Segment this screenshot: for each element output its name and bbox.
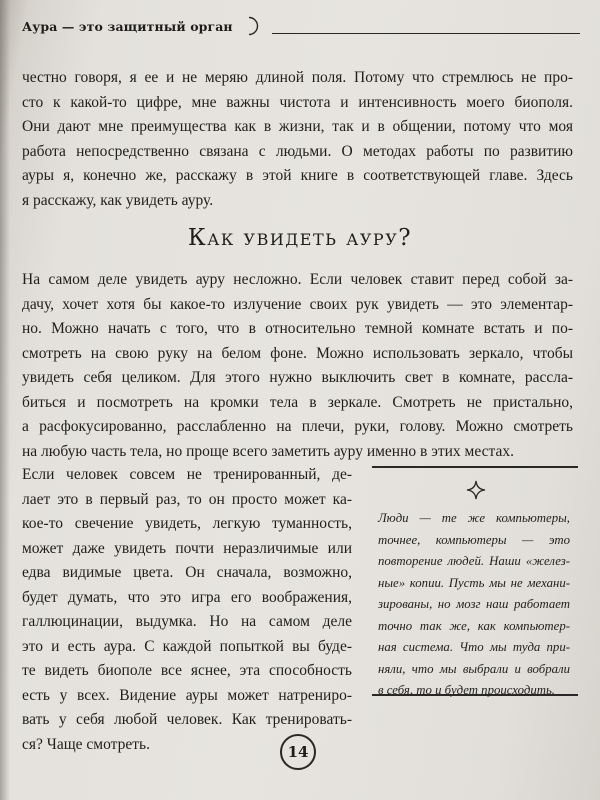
quote-line: Люди — те же компьютеры, <box>378 511 570 525</box>
text-line: но. Можно начать с того, что в относительно темной комнате встать и по- <box>22 320 573 337</box>
intro-paragraph <box>22 66 573 213</box>
quote-text <box>378 508 570 702</box>
quote-line: ная система. Что мы туда при- <box>378 640 570 654</box>
text-line: биться и посмотреть на кромки тела в зеркале. Смотреть не пристально, <box>22 393 573 411</box>
quote-line: точнее, компьютеры — это <box>378 532 570 547</box>
text-line: это и есть аура. С каждой попыткой вы буде- <box>22 637 352 655</box>
text-line: лает это в первый раз, то он просто может ка- <box>22 490 352 508</box>
text-line: работа непосредственно связана с людьми. О методах работы по развитию <box>22 142 573 160</box>
page-number: 14 <box>280 734 316 770</box>
quote-line: ные» копии. Пусть мы не механи- <box>378 575 570 590</box>
text-line: ауры я, конечно же, расскажу в этой книге в соответствующей главе. Здесь <box>22 167 573 184</box>
text-line: а расфокусированно, расслабленно на плечи, руки, голову. Можно смотреть <box>22 418 573 435</box>
text-line: честно говоря, я ее и не меряю длиной поля. Потому что стремлюсь не про- <box>22 69 573 86</box>
text-line: На самом деле увидеть ауру несложно. Если человек ставит перед собой за- <box>22 271 573 288</box>
quote-rule-bottom <box>372 694 578 696</box>
text-line: ся? Чаще смотреть. <box>22 735 150 753</box>
text-line: увидеть себя целиком. Для этого нужно выключить свет в комнате, рассла- <box>22 369 573 386</box>
text-line: я расскажу, как увидеть ауру. <box>22 191 214 209</box>
text-line: будет думать, что это игра его воображения, <box>22 588 352 606</box>
text-line: кое-то свечение увидеть, легкую туманность, <box>22 515 352 532</box>
text-line: Они дают мне преимущества как в жизни, так и в общении, потому что моя <box>22 118 573 135</box>
text-line: вать у себя любой человек. Как тренировать- <box>22 711 352 728</box>
header-rule <box>272 33 580 34</box>
quote-line: зированы, но мозг наш работает <box>378 597 570 611</box>
pull-quote <box>372 466 580 702</box>
quote-line: повторение людей. Наши «желез- <box>378 554 570 568</box>
text-line: есть у всех. Видение ауры может натрениро- <box>22 686 352 704</box>
text-line: смотреть на свою руку на белом фоне. Можно использовать зеркало, чтобы <box>22 344 573 362</box>
text-line: сто к какой-то цифре, мне важны чистота и интенсивность моего биополя. <box>22 93 573 111</box>
text-line: дачу, хочет хотя бы какое-то излучение своих рук увидеть — это элементар- <box>22 295 573 313</box>
text-line: те видеть биополе все яснее, эта способность <box>22 662 352 679</box>
quote-line: точно так же, как компьютер- <box>378 618 570 633</box>
left-column-paragraph <box>22 463 352 757</box>
text-line: Если человек совсем не тренированный, де- <box>22 466 352 483</box>
main-paragraph <box>22 268 573 464</box>
quote-line: в себя, то и будет происходить. <box>378 683 556 697</box>
running-header-title: Аура — это защитный орган <box>22 19 233 34</box>
quote-line: няли, что мы выбрали и вобрали <box>378 661 570 676</box>
page-gutter-shadow <box>0 0 10 800</box>
text-line: на любую часть тела, но проще всего заметить ауру именно в этих местах. <box>22 442 514 460</box>
four-point-star-icon <box>466 480 486 500</box>
text-line: галлюцинации, выдумка. Но на самом деле <box>22 613 352 630</box>
section-heading: Как увидеть ауру? <box>187 225 413 251</box>
quote-rule-top <box>372 466 578 468</box>
text-line: едва видимые цвета. Он сначала, возможно, <box>22 564 352 581</box>
text-line: может даже увидеть почти неразличимые или <box>22 539 352 557</box>
crescent-moon-icon <box>240 15 262 37</box>
